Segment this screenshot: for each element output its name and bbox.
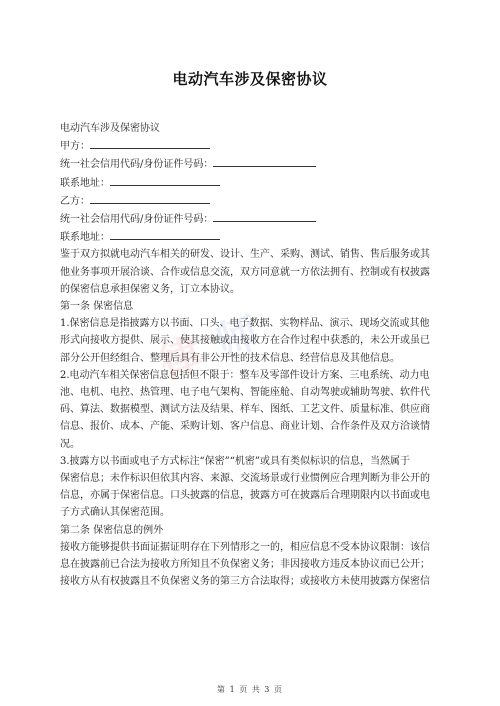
party-a-line xyxy=(60,137,440,155)
clause-line: 接收方能够提供书面证据证明存在下列情形之一的，相应信息不受本协议限制：该信 xyxy=(60,541,430,553)
party-b-blank[interactable] xyxy=(90,192,210,204)
clause-line: 息在披露前已合法为接收方所知且不负保密义务；非因接收方违反本协议而已公开； xyxy=(60,559,430,571)
party-b-line xyxy=(60,192,440,210)
clause-line: 子方式确认其保密范围。 xyxy=(60,507,170,519)
clause-line: 2.电动汽车相关保密信息包括但不限于：整车及零部件设计方案、三电系统、动力电 xyxy=(60,369,430,381)
watermark: 律 师 xyxy=(152,306,268,389)
credit-code-a-line xyxy=(60,155,440,173)
address-a-line xyxy=(60,174,440,192)
party-b-label: 乙方： xyxy=(60,195,90,207)
clause-1 xyxy=(60,315,440,367)
clause-line: 池、电机、电控、热管理、电子电气架构、智能座舱、自动驾驶或辅助驾驶、软件代 xyxy=(60,387,430,399)
article-1-heading: 第一条 保密信息 xyxy=(60,301,134,313)
credit-code-a-label: 统一社会信用代码/身份证件号码： xyxy=(60,159,214,171)
clause-4 xyxy=(60,539,440,591)
address-a-label: 联系地址： xyxy=(60,177,110,189)
clause-2 xyxy=(60,367,440,453)
clause-line: 信息，亦属于保密信息。口头披露的信息，披露方可在披露后合理期限内以书面或电 xyxy=(60,490,430,502)
agreement-subtitle: 电动汽车涉及保密协议 xyxy=(60,123,160,134)
credit-code-b-label: 统一社会信用代码/身份证件号码： xyxy=(60,214,214,226)
clause-line: 况。 xyxy=(60,438,80,450)
address-b-line xyxy=(60,228,440,246)
party-a-blank[interactable] xyxy=(90,137,210,149)
preamble-line: 鉴于双方拟就电动汽车相关的研发、设计、生产、采购、测试、销售、售后服务或其 xyxy=(60,249,430,261)
address-a-blank[interactable] xyxy=(110,174,220,186)
clause-line: 保密信息；未作标识但依其内容、来源、交流场景或行业惯例应合理判断为非公开的 xyxy=(60,473,430,485)
clause-line: 接收方从有权披露且不负保密义务的第三方合法取得；或接收方未使用披露方保密信 xyxy=(60,576,430,588)
clause-line: 码、算法、数据模型、测试方法及结果、样车、图纸、工艺文件、质量标准、供应商 xyxy=(60,404,430,416)
address-b-label: 联系地址： xyxy=(60,232,110,244)
clause-line: 信息、报价、成本、产能、采购计划、客户信息、商业计划、合作条件及双方洽谈情 xyxy=(60,421,430,433)
address-b-blank[interactable] xyxy=(110,228,220,240)
article-2-heading: 第二条 保密信息的例外 xyxy=(60,524,164,536)
page-title: 电动汽车涉及保密协议 xyxy=(172,70,328,88)
credit-code-a-blank[interactable] xyxy=(213,155,316,167)
clause-line: 部分公开但经组合、整理后具有非公开性的技术信息、经营信息及其他信息。 xyxy=(60,352,400,364)
preamble-line: 的保密信息承担保密义务，订立本协议。 xyxy=(60,283,240,295)
party-a-label: 甲方： xyxy=(60,141,90,153)
credit-code-b-blank[interactable] xyxy=(213,210,316,222)
clause-line: 1.保密信息是指披露方以书面、口头、电子数据、实物样品、演示、现场交流或其他 xyxy=(60,318,430,330)
clause-3 xyxy=(60,453,440,522)
preamble-paragraph xyxy=(60,246,440,298)
preamble-line: 他业务事项开展洽谈、合作或信息交流，双方同意就一方依法拥有、控制或有权披露 xyxy=(60,266,430,278)
credit-code-b-line xyxy=(60,210,440,228)
clause-line: 形式向接收方提供、展示、使其接触或由接收方在合作过程中获悉的，未公开或虽已 xyxy=(60,335,430,347)
document-body xyxy=(60,120,440,590)
page-footer: 第 1 页 共 3 页 xyxy=(217,685,283,694)
clause-line: 3.披露方以书面或电子方式标注“保密”“机密”或具有类似标识的信息，当然属于 xyxy=(60,455,410,467)
